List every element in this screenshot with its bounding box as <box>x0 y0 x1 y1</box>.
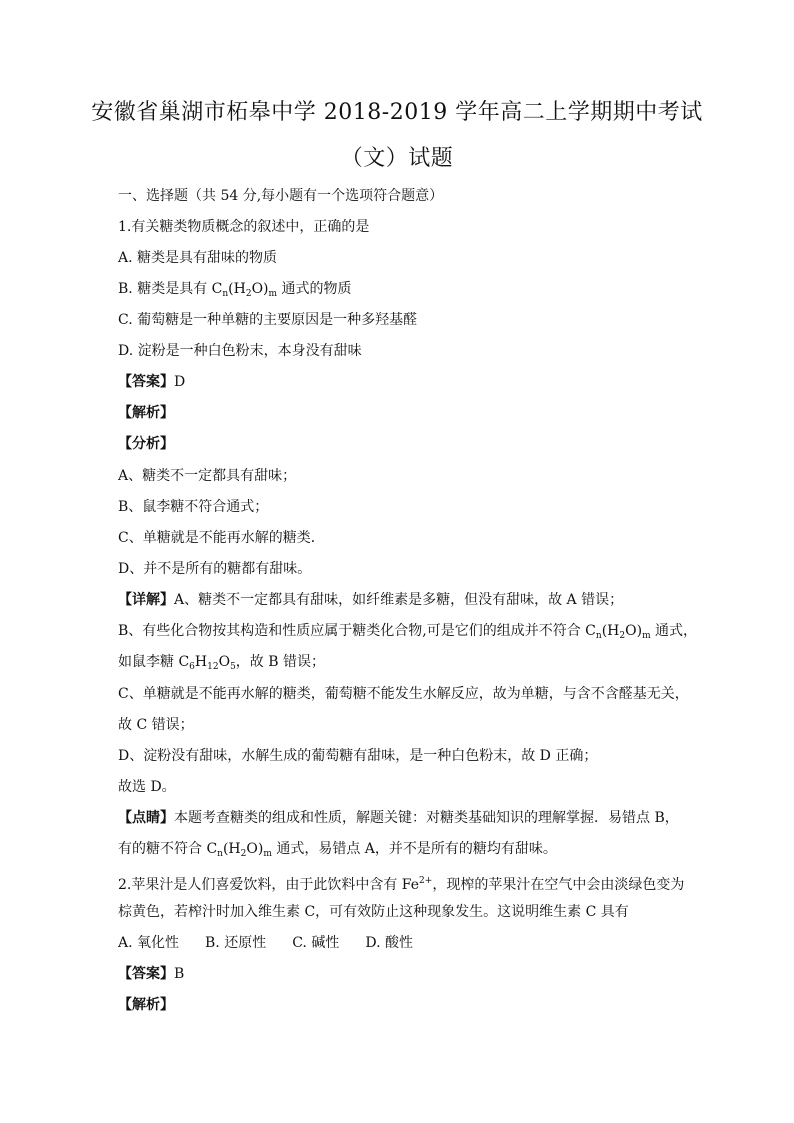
q1-option-b: B. 糖类是具有 $C_n(H_2O)_m$ 通式的物质 <box>118 281 352 299</box>
q1-tip-line: 有的糖不符合 $C_n(H_2O)_m$ 通式，易错点 A，并不是所有的糖均有甜味。 <box>118 841 557 859</box>
q1-option-d: D. 淀粉是一种白色粉末，本身没有甜味 <box>118 343 362 359</box>
document-title-line1: 安徽省巢湖市柘皋中学 2018-2019 学年高二上学期期中考试 <box>91 100 703 125</box>
q1-detail-line: 故选 D。 <box>118 779 176 795</box>
q1-fenxi-line: D、并不是所有的糖都有甜味。 <box>118 561 312 577</box>
q1-detail-line: D、淀粉没有甜味，水解生成的葡萄糖有甜味，是一种白色粉末，故 D 正确； <box>118 748 598 764</box>
document-title-line2: （文）试题 <box>340 146 454 171</box>
q2-analysis-heading: 【解析】 <box>118 997 174 1013</box>
q2-stem-line2: 棕黄色，若榨汁时加入维生素 C，可有效防止这种现象发生。这说明维生素 C 具有 <box>118 904 629 920</box>
q1-tip-line: 【点睛】本题考查糖类的组成和性质，解题关键：对糖类基础知识的理解掌握．易错点 B， <box>118 810 679 826</box>
q2-options <box>118 933 439 953</box>
q2-option-a: A. 氧化性 <box>118 935 180 951</box>
q1-detail-line: C、单糖就是不能再水解的糖类，葡萄糖不能发生水解反应，故为单糖，与含不含醛基无关， <box>118 686 689 702</box>
q1-detail-line: 【详解】A、糖类不一定都具有甜味，如纤维素是多糖，但没有甜味，故 A 错误； <box>118 592 624 608</box>
q1-option-a: A. 糖类是具有甜味的物质 <box>118 250 278 266</box>
q1-analysis-heading: 【解析】 <box>118 405 174 421</box>
q1-fenxi-heading: 【分析】 <box>118 436 174 452</box>
q1-stem: 1.有关糖类物质概念的叙述中，正确的是 <box>118 219 370 235</box>
q1-answer: 【答案】D <box>118 374 186 390</box>
q2-answer: 【答案】B <box>118 966 185 982</box>
q1-detail-line: 故 C 错误； <box>118 717 194 733</box>
q1-detail-line: B、有些化合物按其构造和性质应属于糖类化合物,可是它们的组成并不符合 $C_n(H_2O)_m$ 通式， <box>118 623 698 641</box>
q1-fenxi-line: A、糖类不一定都具有甜味； <box>118 468 297 484</box>
section-heading: 一、选择题（共 54 分,每小题有一个选项符合题意） <box>118 188 444 204</box>
q1-fenxi-line: B、鼠李糖不符合通式； <box>118 499 269 515</box>
q1-detail-line: 如鼠李糖 $C_6H_{12}O_5$，故 B 错误； <box>118 654 325 672</box>
q1-option-c: C. 葡萄糖是一种单糖的主要原因是一种多羟基醛 <box>118 312 418 328</box>
q2-option-d: D. 酸性 <box>365 935 413 951</box>
q1-fenxi-line: C、单糖就是不能再水解的糖类． <box>118 530 325 546</box>
q2-option-c: C. 碱性 <box>292 935 340 951</box>
q2-option-b: B. 还原性 <box>205 935 267 951</box>
q2-stem-line1: 2.苹果汁是人们喜爱饮料，由于此饮料中含有 $Fe^{2+}$，现榨的苹果汁在空气中会由淡绿色变为 <box>118 876 685 893</box>
